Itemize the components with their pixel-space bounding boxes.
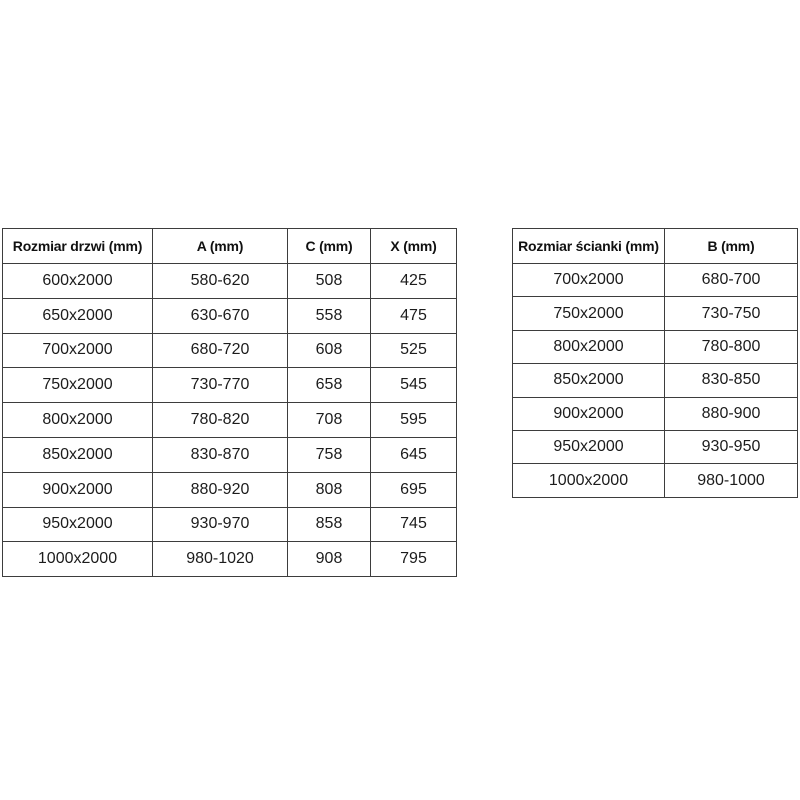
table-cell: 695 <box>371 472 457 507</box>
door-size-table <box>2 228 457 577</box>
table-cell: 930-970 <box>153 507 288 542</box>
table-cell: 650x2000 <box>3 298 153 333</box>
table-cell: 800x2000 <box>3 403 153 438</box>
table-cell: 730-750 <box>665 297 798 330</box>
table-cell: 980-1020 <box>153 542 288 577</box>
table-cell: 795 <box>371 542 457 577</box>
column-header: C (mm) <box>288 229 371 264</box>
table-cell: 930-950 <box>665 430 798 463</box>
table-cell: 425 <box>371 264 457 299</box>
table-cell: 850x2000 <box>3 437 153 472</box>
table-cell: 900x2000 <box>3 472 153 507</box>
table-cell: 645 <box>371 437 457 472</box>
table-row <box>513 364 798 397</box>
table-row <box>3 264 457 299</box>
table-cell: 680-720 <box>153 333 288 368</box>
table-cell: 950x2000 <box>3 507 153 542</box>
table-cell: 830-870 <box>153 437 288 472</box>
table-cell: 1000x2000 <box>3 542 153 577</box>
table-row <box>3 507 457 542</box>
table-cell: 680-700 <box>665 264 798 297</box>
table-row <box>513 397 798 430</box>
table-row <box>3 298 457 333</box>
door-table-header-row <box>3 229 457 264</box>
table-cell: 830-850 <box>665 364 798 397</box>
table-cell: 750x2000 <box>3 368 153 403</box>
table-row <box>3 472 457 507</box>
table-row <box>513 297 798 330</box>
table-row <box>3 333 457 368</box>
column-header: X (mm) <box>371 229 457 264</box>
table-cell: 580-620 <box>153 264 288 299</box>
table-cell: 1000x2000 <box>513 464 665 497</box>
table-cell: 900x2000 <box>513 397 665 430</box>
table-cell: 600x2000 <box>3 264 153 299</box>
table-cell: 508 <box>288 264 371 299</box>
table-cell: 558 <box>288 298 371 333</box>
table-cell: 780-800 <box>665 330 798 363</box>
table-cell: 730-770 <box>153 368 288 403</box>
table-cell: 475 <box>371 298 457 333</box>
table-cell: 880-920 <box>153 472 288 507</box>
wall-table-body <box>513 264 798 498</box>
table-row <box>513 430 798 463</box>
table-cell: 780-820 <box>153 403 288 438</box>
table-row <box>513 330 798 363</box>
table-row <box>3 542 457 577</box>
table-cell: 608 <box>288 333 371 368</box>
table-row <box>513 264 798 297</box>
table-cell: 808 <box>288 472 371 507</box>
table-row <box>3 437 457 472</box>
wall-size-table <box>512 228 798 498</box>
table-cell: 980-1000 <box>665 464 798 497</box>
table-cell: 708 <box>288 403 371 438</box>
column-header: A (mm) <box>153 229 288 264</box>
table-cell: 908 <box>288 542 371 577</box>
table-row <box>513 464 798 497</box>
table-cell: 758 <box>288 437 371 472</box>
table-cell: 800x2000 <box>513 330 665 363</box>
table-cell: 858 <box>288 507 371 542</box>
column-header: Rozmiar drzwi (mm) <box>3 229 153 264</box>
table-cell: 658 <box>288 368 371 403</box>
table-cell: 850x2000 <box>513 364 665 397</box>
table-cell: 880-900 <box>665 397 798 430</box>
table-cell: 700x2000 <box>513 264 665 297</box>
table-cell: 545 <box>371 368 457 403</box>
table-cell: 745 <box>371 507 457 542</box>
column-header: Rozmiar ścianki (mm) <box>513 229 665 264</box>
table-row <box>3 403 457 438</box>
wall-table-header-row <box>513 229 798 264</box>
column-header: B (mm) <box>665 229 798 264</box>
table-cell: 630-670 <box>153 298 288 333</box>
table-cell: 750x2000 <box>513 297 665 330</box>
table-cell: 700x2000 <box>3 333 153 368</box>
table-row <box>3 368 457 403</box>
door-table-body <box>3 264 457 577</box>
table-cell: 595 <box>371 403 457 438</box>
table-cell: 525 <box>371 333 457 368</box>
table-cell: 950x2000 <box>513 430 665 463</box>
